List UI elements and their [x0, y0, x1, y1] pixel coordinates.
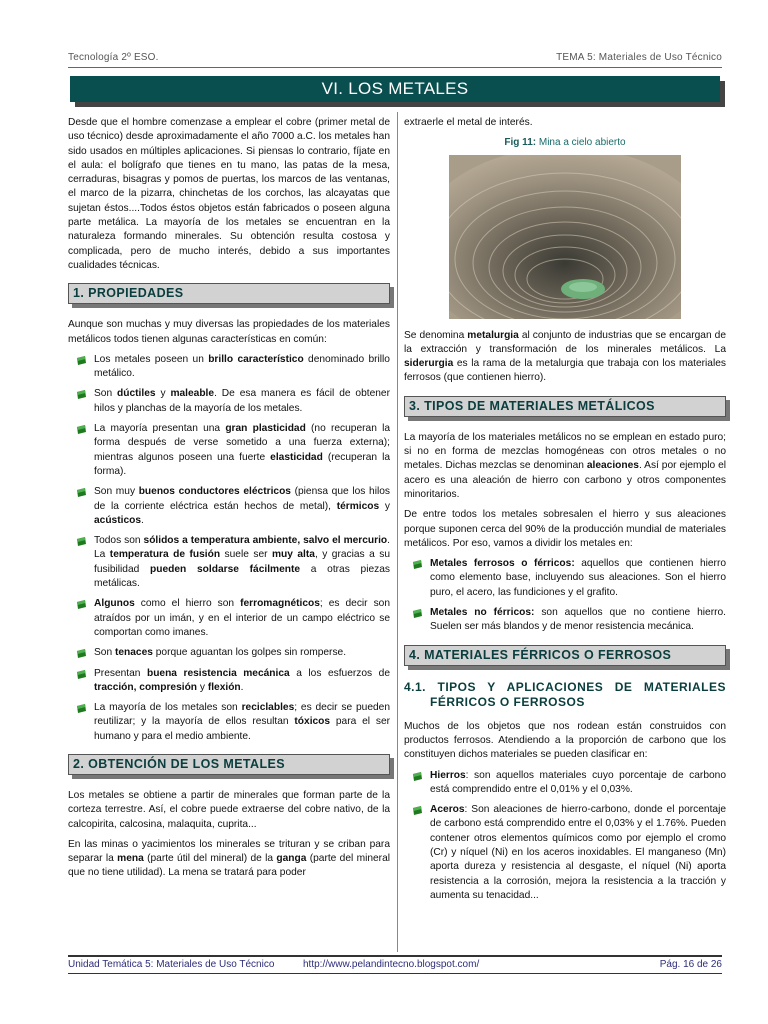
bullet-icon — [76, 600, 87, 609]
footer-divider — [68, 955, 722, 957]
column-divider — [397, 112, 398, 952]
intro-paragraph: Desde que el hombre comenzase a emplear el cobre (primer metal de uso técnico) desde aproximadamente el año 7000 a.C. los metales han sido usados en múltiples aplicaciones. Si piensas lo contrario, fíjate en el aula: el bolígrafo que tienes en tu mano, las patas de la mesa, cerraduras, bisagras y pomos de puertas, los marcos de las ventanas, el marco de la pizarra, chinchetas de los corchos, las alcayatas que sujetan éstos....Todos éstos objetos están fabricados o poseen alguna parte metálica. La mayoría de los metales se encuentran en la naturaleza formando minerales. Su obtención resulta costosa y complicada, pero de mucho interés, debido a sus importantes cualidades técnicas. — [68, 117, 390, 271]
tipos-list — [404, 557, 726, 634]
bullet-icon — [76, 390, 87, 399]
bullet-icon — [76, 537, 87, 546]
list-item: Presentan buena resistencia mecánica a los esfuerzos de tracción, compresión y flexión. — [68, 667, 390, 696]
obtencion-paragraph-2: En las minas o yacimientos los minerales se trituran y se criban para separar la mena (parte útil del mineral) de la ganga (parte del mineral que no tiene utilidad). La mena se tratará para poder — [68, 838, 390, 879]
header-left: Tecnología 2º ESO. — [68, 52, 159, 63]
ferrosos-paragraph: Muchos de los objetos que nos rodean están construidos con productos ferrosos. Atendiendo a la proporción de carbono que los constituyen dichos materiales se pueden clasificar en: — [404, 720, 726, 761]
open-pit-mine-photo — [449, 155, 681, 319]
bullet-icon — [76, 704, 87, 713]
obtencion-paragraph-1: Los metales se obtiene a partir de minerales que forman parte de la corteza terrestre. Así, el cobre puede extraerse del cobre nativo, de la calcopirita, calcosina, malaquita, cuprita... — [68, 789, 390, 830]
bullet-icon — [412, 772, 423, 781]
propiedades-list — [68, 353, 390, 744]
list-item: Son dúctiles y maleable. De esa manera es fácil de obtener hilos y planchas de la mayoría de los metales. — [68, 387, 390, 416]
section-heading-tipos: 3. TIPOS DE MATERIALES METÁLICOS — [404, 396, 726, 417]
header-divider — [68, 67, 722, 68]
right-column — [404, 116, 726, 951]
footer-unit: Unidad Temática 5: Materiales de Uso Técnico — [68, 959, 275, 970]
list-item: La mayoría presentan una gran plasticidad (no recuperan la forma después de verse sometido a una fuerza externa); mientras algunos poseen una fuerte elasticidad (recuperan la forma). — [68, 422, 390, 479]
list-item: Todos son sólidos a temperatura ambiente, salvo el mercurio. La temperatura de fusión suele ser muy alta, y gracias a su fusibilidad pueden soldarse fácilmente a otras piezas metálicas. — [68, 534, 390, 591]
tipos-paragraph-2: De entre todos los metales sobresalen el hierro y sus aleaciones porque suponen cerca del 90% de la producción mundial de materiales metálicos. Por eso, vamos a dividir los metales en: — [404, 509, 726, 549]
propiedades-intro: Aunque son muchas y muy diversas las propiedades de los materiales metálicos todos tienen algunas características en común: — [68, 319, 390, 345]
bullet-icon — [76, 356, 87, 365]
list-item: Metales ferrosos o férricos: aquellos que contienen hierro como elemento base, incluyendo sus aleaciones. Son el hierro puro, el acero, las fundiciones y el grafito. — [404, 557, 726, 600]
subsection-heading: 4.1. TIPOS Y APLICACIONES DE MATERIALES FÉRRICOS O FERROSOS — [404, 679, 726, 709]
bullet-icon — [76, 488, 87, 497]
figure-caption: Fig 11: Mina a cielo abierto — [504, 137, 626, 149]
bullet-icon — [76, 670, 87, 679]
list-item: Son muy buenos conductores eléctricos (piensa que los hilos de la corriente eléctrica están hechos de metal), térmicos y acústicos. — [68, 485, 390, 528]
list-item: Son tenaces porque aguantan los golpes sin romperse. — [68, 646, 390, 660]
list-item: Metales no férricos: son aquellos que no contiene hierro. Suelen ser más blandos y de menor resistencia mecánica. — [404, 606, 726, 635]
list-item: Hierros: son aquellos materiales cuyo porcentaje de carbono está comprendido entre el 0,01% y el 0,03%. — [404, 769, 726, 798]
list-item: Algunos como el hierro son ferromagnéticos; es decir son atraídos por un imán, y en el interior de un campo eléctrico se comportan como imanes. — [68, 597, 390, 640]
page-title: VI. LOS METALES — [70, 76, 720, 102]
footer-url-link[interactable]: http://www.pelandintecno.blogspot.com/ — [303, 959, 480, 970]
figure — [404, 136, 726, 318]
bullet-icon — [76, 649, 87, 658]
ferrosos-list — [404, 769, 726, 904]
obtencion-continuation: extraerle el metal de interés. — [404, 117, 533, 128]
list-item: Los metales poseen un brillo característico denominado brillo metálico. — [68, 353, 390, 382]
bullet-icon — [412, 806, 423, 815]
bullet-icon — [412, 560, 423, 569]
metalurgia-paragraph: Se denomina metalurgia al conjunto de industrias que se encargan de la extracción y transformación de los minerales metálicos. La siderurgia es la rama de la metalurgia que trabaja con los materiales ferrosos (que contienen hierro). — [404, 329, 727, 384]
left-column — [68, 116, 390, 951]
list-item: Aceros: Son aleaciones de hierro-carbono, donde el porcentaje de carbono está comprendido entre el 0,03% y el 1.76%. Pueden contener otros elementos químicos como por ejemplo el cromo (Cr) y níquel (Ni) en los aceros inoxidables. El manganeso (Mn) aporta dureza y resistencia al desgaste, el níquel (Ni) aporta resistencia a la corrosión, mejora la resistencia a la tracción y aumenta su tenacidad... — [404, 803, 726, 903]
section-heading-obtencion: 2. OBTENCIÓN DE LOS METALES — [68, 754, 390, 775]
list-item: La mayoría de los metales son reciclables; es decir se pueden reutilizar; y la mayoría de ellos resultan tóxicos para el ser humano y para el medio ambiente. — [68, 701, 390, 744]
tipos-paragraph-1: La mayoría de los materiales metálicos no se emplean en estado puro; si no en forma de mezclas homogéneas con otros metales o no metales. Dichas mezclas se denominan aleaciones. Así por ejemplo el acero es una aleación de hierro con carbono y otros componentes minoritarios. — [404, 431, 727, 500]
header-right: TEMA 5: Materiales de Uso Técnico — [556, 52, 722, 63]
bullet-icon — [76, 425, 87, 434]
section-heading-propiedades: 1. PROPIEDADES — [68, 283, 390, 304]
footer-bottom-rule — [68, 973, 722, 974]
section-heading-ferrosos: 4. MATERIALES FÉRRICOS O FERROSOS — [404, 645, 726, 666]
bullet-icon — [412, 609, 423, 618]
page-number: Pág. 16 de 26 — [659, 959, 722, 970]
